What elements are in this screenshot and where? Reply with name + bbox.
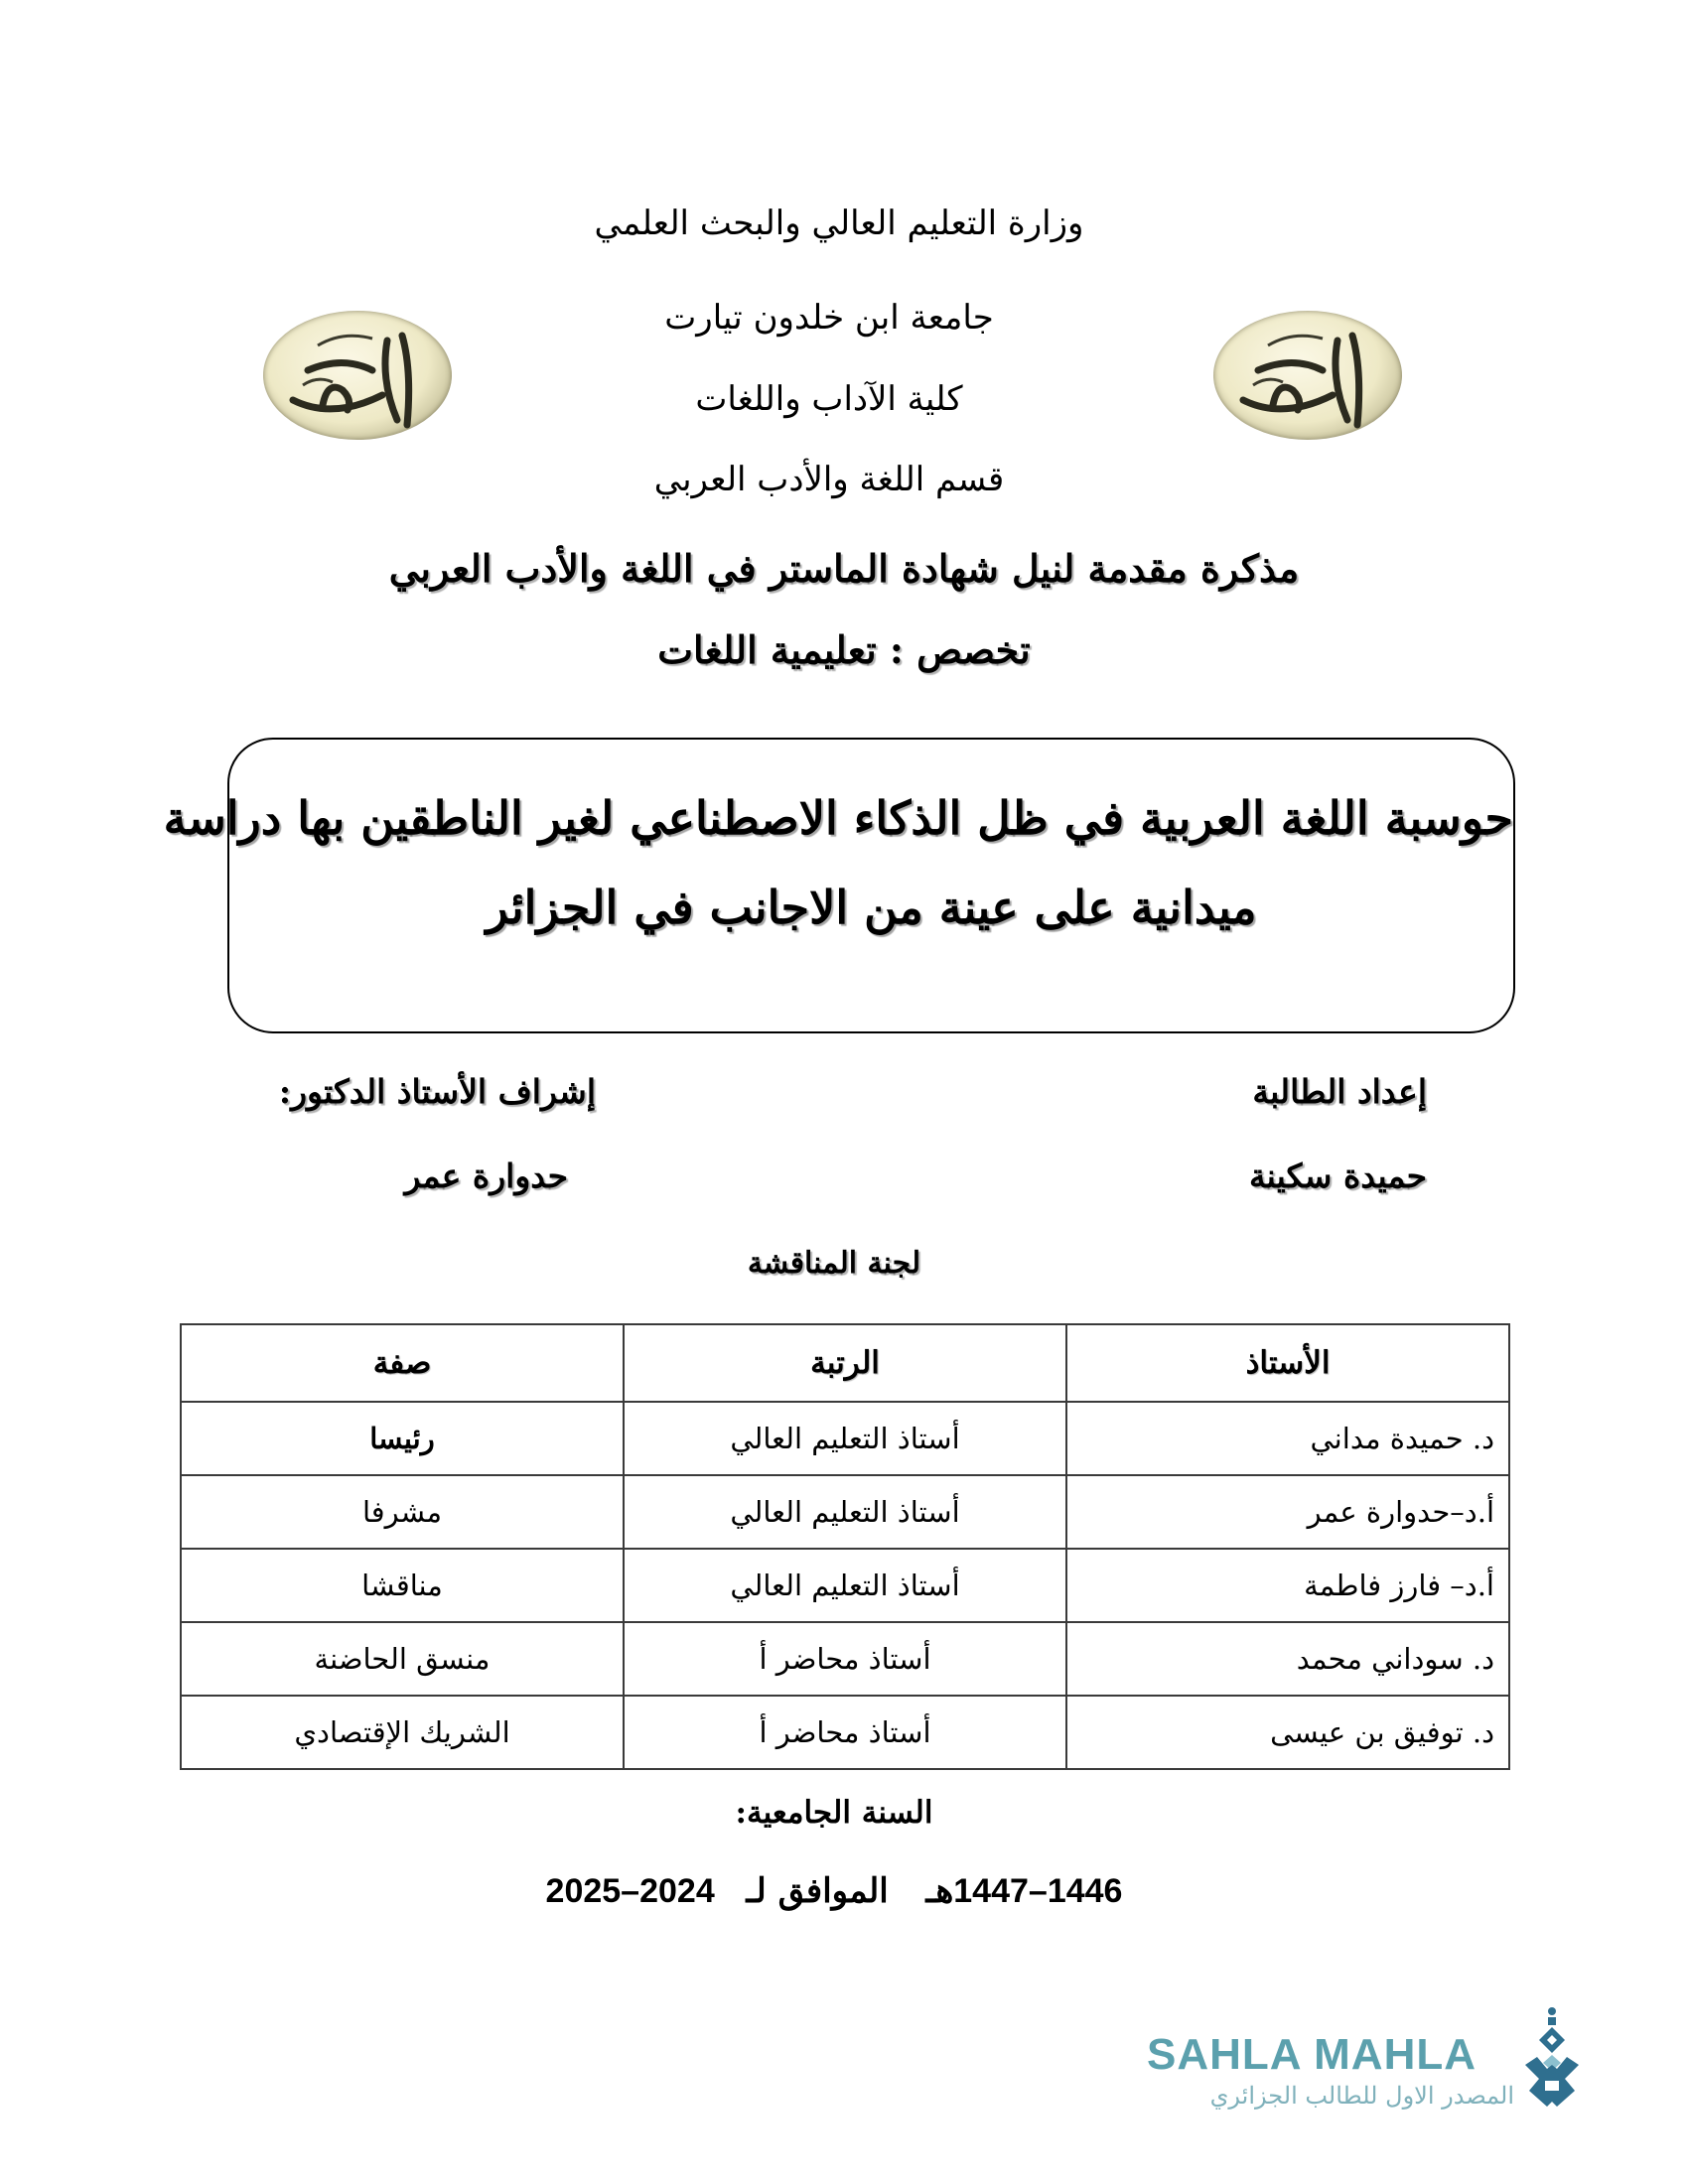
table-row (181, 1402, 1509, 1475)
calligraphy-seal-icon (1213, 311, 1402, 440)
degree-statement: مذكرة مقدمة لنيل شهادة الماستر في اللغة والأدب العربي (388, 546, 1300, 591)
academic-year-value (0, 1871, 1678, 1911)
sahla-mahla-emblem-icon (1517, 2005, 1587, 2118)
committee-role: رئيسا (181, 1402, 624, 1475)
table-header-row (181, 1324, 1509, 1402)
professor-name: د. حميدة مداني (1066, 1402, 1509, 1475)
year-connector: الموافق لـ (746, 1871, 889, 1911)
student-name: حميدة سكينة (1248, 1157, 1427, 1195)
watermark-tagline: المصدر الاول للطالب الجزائري (1209, 2082, 1514, 2110)
professor-name: د. توفيق بن عيسى (1066, 1696, 1509, 1769)
professor-rank: أستاذ التعليم العالي (624, 1402, 1066, 1475)
university-name: جامعة ابن خلدون تيارت (664, 298, 994, 338)
professor-name: د. سوداني محمد (1066, 1622, 1509, 1696)
professor-rank: أستاذ محاضر أ (624, 1622, 1066, 1696)
specialization: تخصص : تعليمية اللغات (657, 627, 1031, 672)
faculty-name: كلية الآداب واللغات (695, 379, 963, 419)
committee-role: منسق الحاضنة (181, 1622, 624, 1696)
table-row (181, 1696, 1509, 1769)
professor-name: أ.د–حدوارة عمر (1066, 1475, 1509, 1549)
hijri-year: 1446–1447هـ (925, 1872, 1123, 1910)
thesis-title-box (163, 738, 1515, 1033)
supervisor-name: حدوارة عمر (404, 1157, 568, 1195)
gregorian-year: 2024–2025 (545, 1872, 715, 1910)
professor-rank: أستاذ محاضر أ (624, 1696, 1066, 1769)
committee-title: لجنة المناقشة (747, 1246, 921, 1281)
table-row (181, 1549, 1509, 1622)
column-header-rank: الرتبة (624, 1324, 1066, 1402)
column-header-role: صفة (181, 1324, 624, 1402)
student-label: إعداد الطالبة (1252, 1072, 1427, 1111)
department-name: قسم اللغة والأدب العربي (653, 460, 1005, 499)
professor-rank: أستاذ التعليم العالي (624, 1475, 1066, 1549)
calligraphy-seal-icon (263, 311, 452, 440)
thesis-title-line-1: حوسبة اللغة العربية في ظل الذكاء الاصطناعي لغير الناطقين بها دراسة (163, 791, 1513, 845)
table-row (181, 1622, 1509, 1696)
column-header-professor: الأستاذ (1066, 1324, 1509, 1402)
committee-table (180, 1323, 1510, 1770)
academic-year-label: السنة الجامعية: (735, 1795, 933, 1831)
table-row (181, 1475, 1509, 1549)
thesis-title-line-2: ميدانية على عينة من الاجانب في الجزائر (486, 881, 1257, 934)
committee-role: مشرفا (181, 1475, 624, 1549)
professor-name: أ.د– فارز فاطمة (1066, 1549, 1509, 1622)
ministry-name: وزارة التعليم العالي والبحث العلمي (594, 204, 1084, 243)
committee-role: الشريك الإقتصادي (181, 1696, 624, 1769)
watermark-brand: SAHLA MAHLA (1147, 2030, 1477, 2079)
committee-role: مناقشا (181, 1549, 624, 1622)
university-logo-left (263, 311, 452, 440)
professor-rank: أستاذ التعليم العالي (624, 1549, 1066, 1622)
university-logo-right (1213, 311, 1402, 440)
supervisor-label: إشراف الأستاذ الدكتور: (278, 1072, 596, 1111)
